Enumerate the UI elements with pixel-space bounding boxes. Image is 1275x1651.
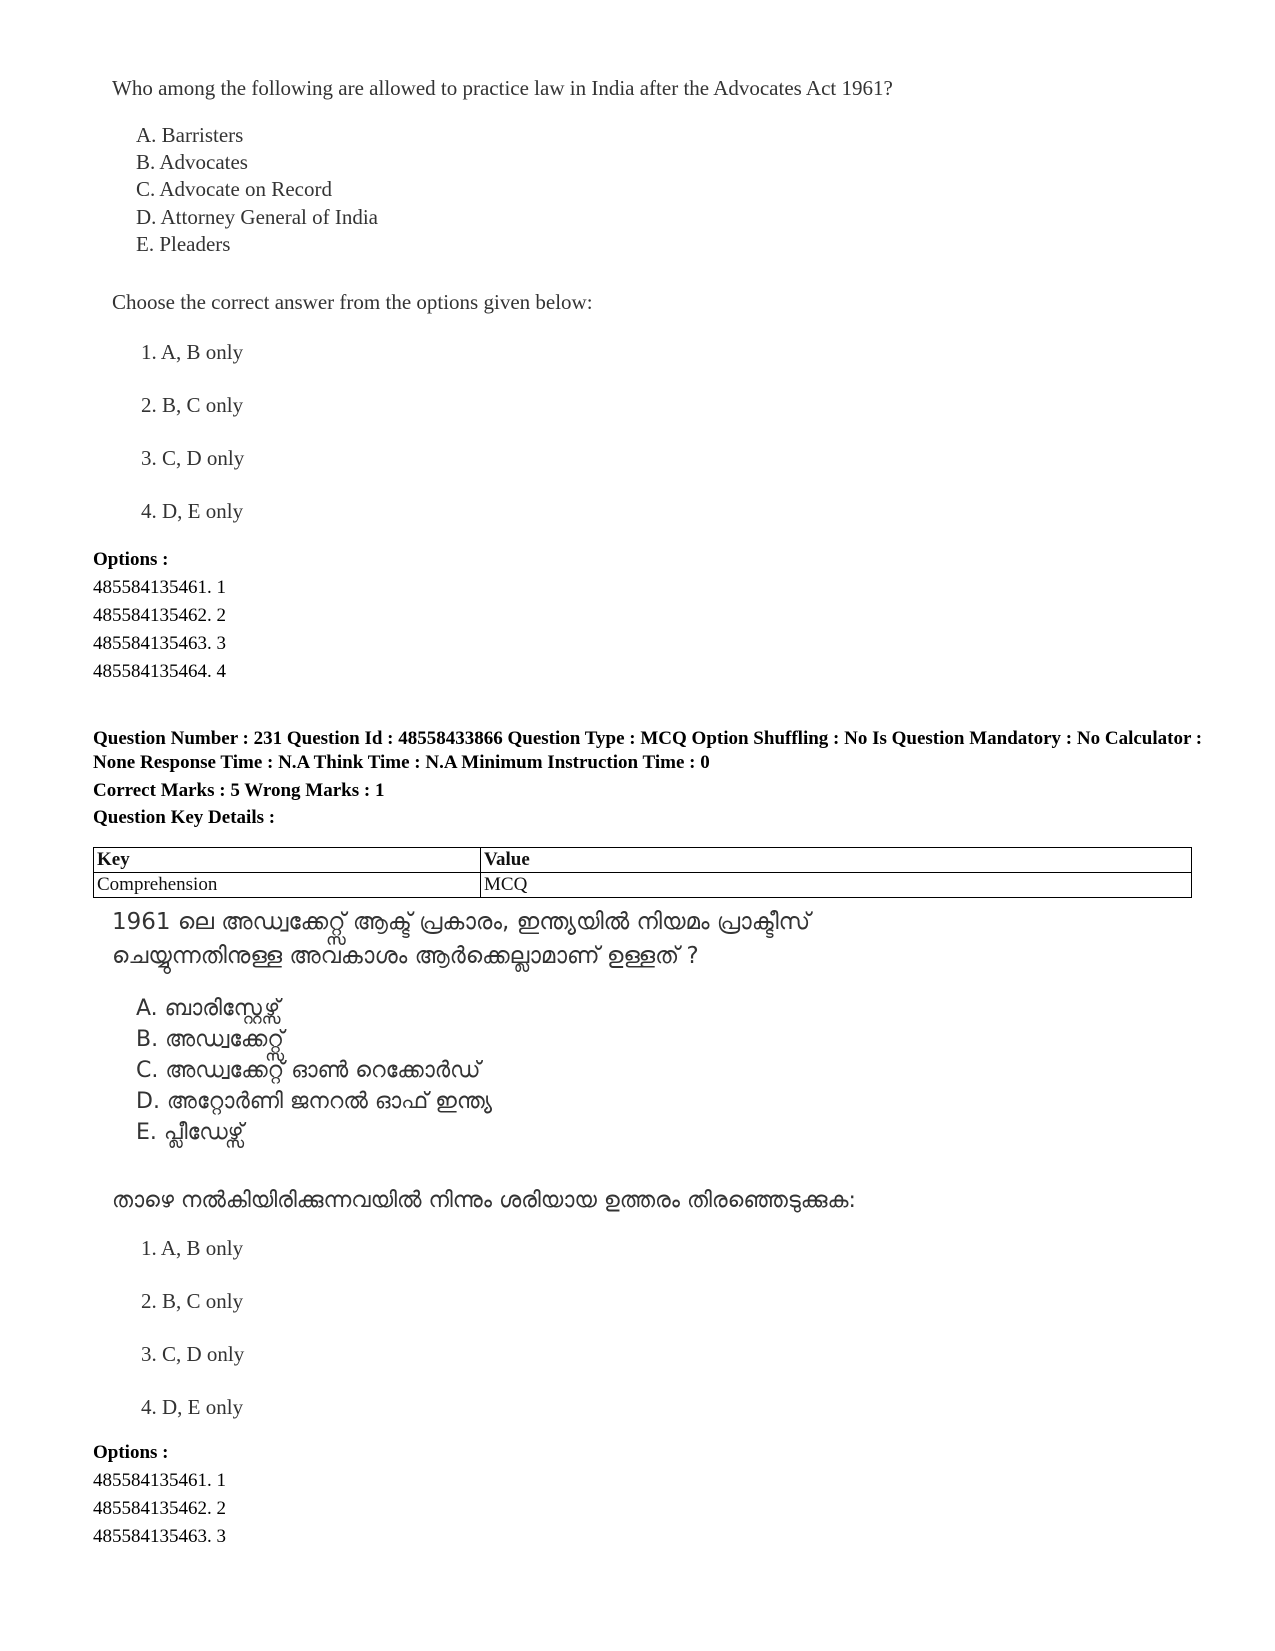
table-row [94,873,1192,898]
table-header-key: Key [94,848,481,873]
marks-line: Correct Marks : 5 Wrong Marks : 1 [93,780,385,801]
statement-item-c: C. Advocate on Record [136,177,332,201]
statement-item-b-malayalam: B. അഡ്വക്കേറ്റ്സ് [136,1027,284,1052]
option-id-line: 485584135461. 1 [93,1470,226,1491]
option-id-line: 485584135462. 2 [93,1498,226,1519]
question-text: Who among the following are allowed to practice law in India after the Advocates Act 1961? [112,76,893,100]
key-details-label: Question Key Details : [93,807,276,828]
answer-choice-4: 4. D, E only [141,1395,244,1419]
table-cell-key: Comprehension [94,873,481,898]
answer-choice-3: 3. C, D only [141,1342,245,1366]
table-header-row [94,848,1192,873]
option-id-line: 485584135461. 1 [93,577,226,598]
question-metadata: Question Number : 231 Question Id : 48558433866 Question Type : MCQ Option Shuffling : No Is Question Mandatory : No Calculator : None Response Time : N.A Think Time : N.A Minimum Instruction Time : 0 [93,728,1203,773]
statement-item-e-malayalam: E. പ്ലീഡേഴ്സ് [136,1120,244,1145]
statement-item-d: D. Attorney General of India [136,205,379,229]
choose-instruction: Choose the correct answer from the options given below: [112,290,593,314]
question-text-malayalam-line1: 1961 ലെ അഡ്വക്കേറ്റ്സ് ആക്ട് പ്രകാരം, ഇന്ത്യയിൽ നിയമം പ്രാക്ടീസ് [112,909,811,935]
option-id-line: 485584135462. 2 [93,605,226,626]
answer-choice-1: 1. A, B only [141,340,244,364]
key-details-table [93,847,1192,898]
option-id-line: 485584135463. 3 [93,1526,226,1547]
answer-choice-3: 3. C, D only [141,446,245,470]
statement-item-e: E. Pleaders [136,232,231,256]
statement-item-a: A. Barristers [136,123,244,147]
table-header-value: Value [481,848,1192,873]
options-label: Options : [93,549,169,570]
statement-item-d-malayalam: D. അറ്റോർണി ജനറൽ ഓഫ് ഇന്ത്യ [136,1089,493,1114]
choose-instruction-malayalam: താഴെ നൽകിയിരിക്കുന്നവയിൽ നിന്നും ശരിയായ ഉത്തരം തിരഞ്ഞെടുക്കുക: [112,1188,856,1213]
answer-choice-2: 2. B, C only [141,1289,244,1313]
answer-choice-2: 2. B, C only [141,393,244,417]
answer-choice-4: 4. D, E only [141,499,244,523]
answer-choice-1: 1. A, B only [141,1236,244,1260]
statement-item-a-malayalam: A. ബാരിസ്റ്റേഴ്സ് [136,996,281,1021]
question-text-malayalam-line2: ചെയ്യുന്നതിനുള്ള അവകാശം ആർക്കെല്ലാമാണ് ഉള്ളത് ? [112,943,699,969]
option-id-line: 485584135464. 4 [93,661,226,682]
statement-item-b: B. Advocates [136,150,248,174]
options-label: Options : [93,1442,169,1463]
table-cell-value: MCQ [481,873,1192,898]
option-id-line: 485584135463. 3 [93,633,226,654]
statement-item-c-malayalam: C. അഡ്വക്കേറ്റ് ഓൺ റെക്കോർഡ് [136,1058,481,1083]
